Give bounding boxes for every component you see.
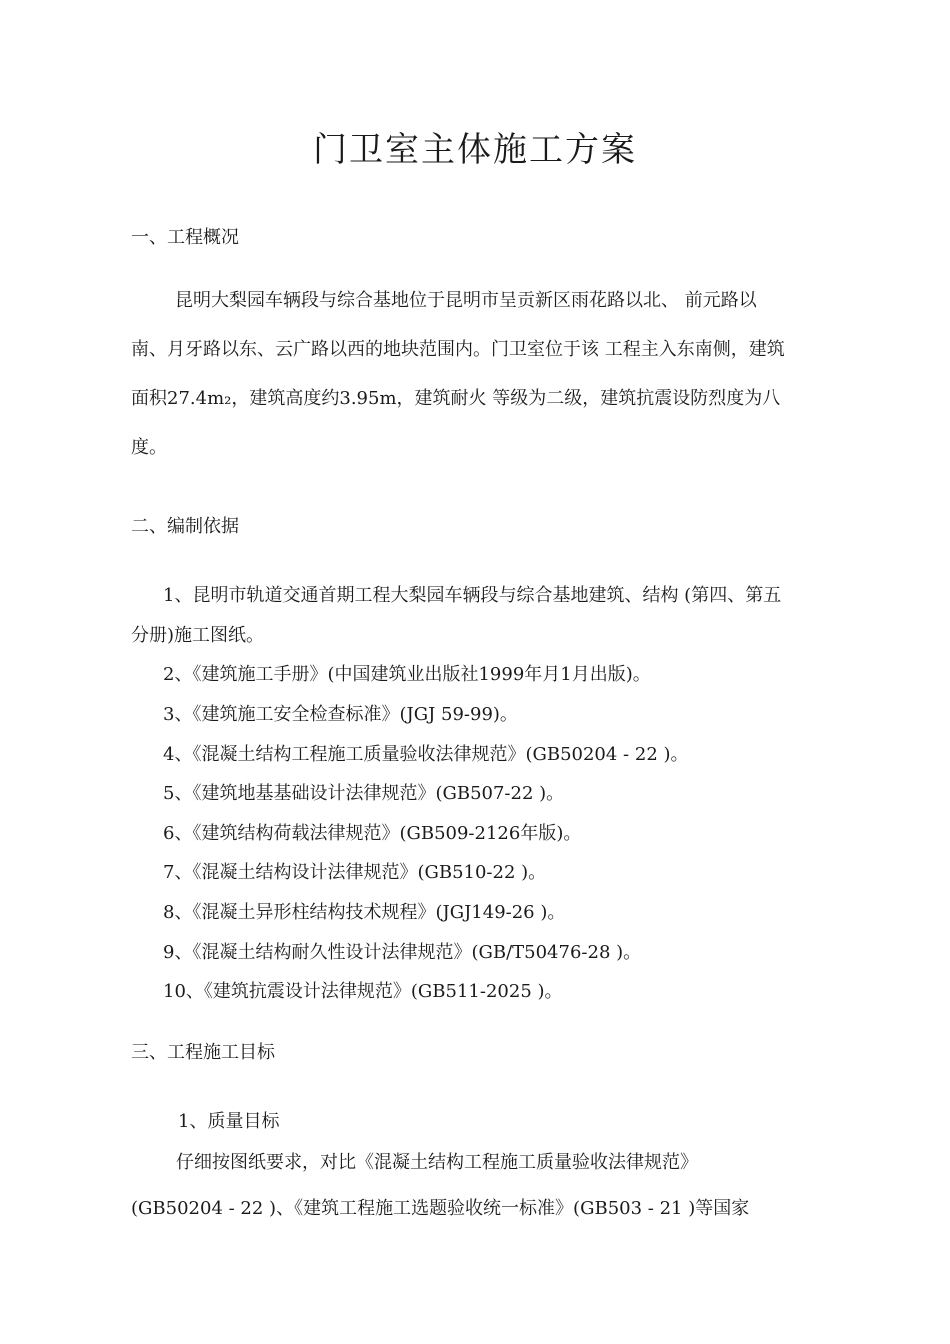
basis-item: 10、《建筑抗震设计法律规范》(GB511-2025 )。 [163,981,563,1002]
goal-line: (GB50204 - 22 )、《建筑工程施工选题验收统一标准》(GB503 - 21 )等国家 [131,1198,750,1219]
overview-line: 度。 [131,437,167,458]
basis-item: 2、《建筑施工手册》(中国建筑业出版社1999年月1月出版)。 [163,664,651,685]
document-title: 门卫室主体施工方案 [313,130,637,170]
overview-line: 昆明大梨园车辆段与综合基地位于昆明市呈贡新区雨花路以北、 前元路以 [175,290,757,311]
goal-line: 仔细按图纸要求，对比《混凝土结构工程施工质量验收法律规范》 [176,1152,698,1173]
subheading-quality-goal: 1、质量目标 [178,1111,280,1132]
overview-line: 南、月牙路以东、云广路以西的地块范围内。门卫室位于该 工程主入东南侧，建筑 [131,339,785,360]
basis-item: 6、《建筑结构荷载法律规范》(GB509-2126年版)。 [163,823,582,844]
basis-item: 1、昆明市轨道交通首期工程大梨园车辆段与综合基地建筑、结构 (第四、第五 [163,585,782,606]
overview-paragraph [131,276,831,472]
section-heading-goals: 三、工程施工目标 [131,1042,275,1063]
basis-item: 9、《混凝土结构耐久性设计法律规范》(GB/T50476-28 )。 [163,942,642,963]
basis-item: 4、《混凝土结构工程施工质量验收法律规范》(GB50204 - 22 )。 [163,744,689,765]
basis-item: 8、《混凝土异形柱结构技术规程》(JGJ149-26 )。 [163,902,566,923]
basis-item: 3、《建筑施工安全检查标准》(JGJ 59-99)。 [163,704,518,725]
overview-line: 面积27.4m₂，建筑高度约3.95m，建筑耐火 等级为二级，建筑抗震设防烈度为八 [131,388,781,409]
section-heading-overview: 一、工程概况 [131,227,239,248]
basis-item: 7、《混凝土结构设计法律规范》(GB510-22 )。 [163,862,547,883]
basis-item: 分册)施工图纸。 [131,625,265,646]
section-heading-basis: 二、编制依据 [131,516,239,537]
basis-item: 5、《建筑地基基础设计法律规范》(GB507-22 )。 [163,783,565,804]
